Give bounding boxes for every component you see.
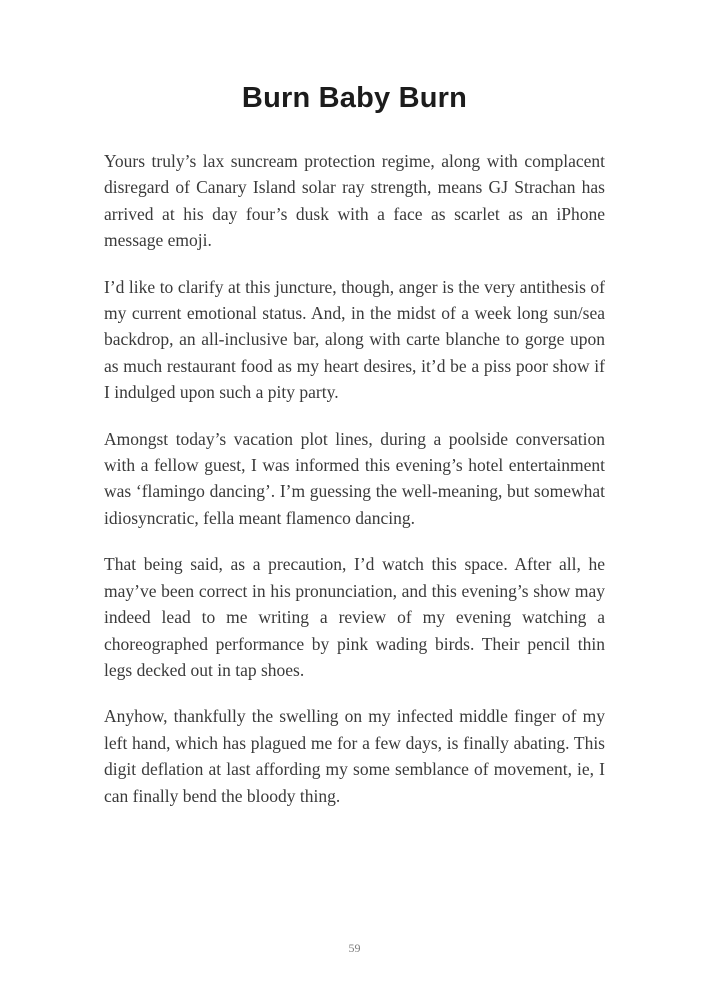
paragraph: That being said, as a precaution, I’d watch this space. After all, he may’ve been correct in his pronunciation, and this evening’s show may indeed lead to me writing a review of my evening watching a choreographed performance by pink wading birds. Their pencil thin legs decked out in tap shoes. — [104, 554, 605, 680]
paragraph: Anyhow, thankfully the swelling on my infected middle finger of my left hand, which has plagued me for a few days, is finally abating. This digit deflation at last affording my some semblance of movement, ie, I can finally bend the bloody thing. — [104, 706, 605, 806]
body-text — [104, 148, 605, 809]
page-number: 59 — [348, 941, 361, 955]
paragraph: Amongst today’s vacation plot lines, during a poolside conversation with a fellow guest, I was informed this evening’s hotel entertainment was ‘flamingo dancing’. I’m guessing the well-meaning, but somewhat idiosyncratic, fella meant flamenco dancing. — [104, 428, 605, 528]
paragraph: Yours truly’s lax suncream protection regime, along with complacent disregard of Canary Island solar ray strength, means GJ Strachan has arrived at his day four’s dusk with a face as scarlet as an iPhone message emoji. — [104, 151, 605, 251]
paragraph: I’d like to clarify at this juncture, though, anger is the very antithesis of my current emotional status. And, in the midst of a week long sun/sea backdrop, an all-inclusive bar, along with carte blanche to gorge upon as much restaurant food as my heart desires, it’d be a piss poor show if I indulged upon such a pity party. — [104, 276, 605, 403]
page-title: Burn Baby Burn — [241, 82, 468, 114]
